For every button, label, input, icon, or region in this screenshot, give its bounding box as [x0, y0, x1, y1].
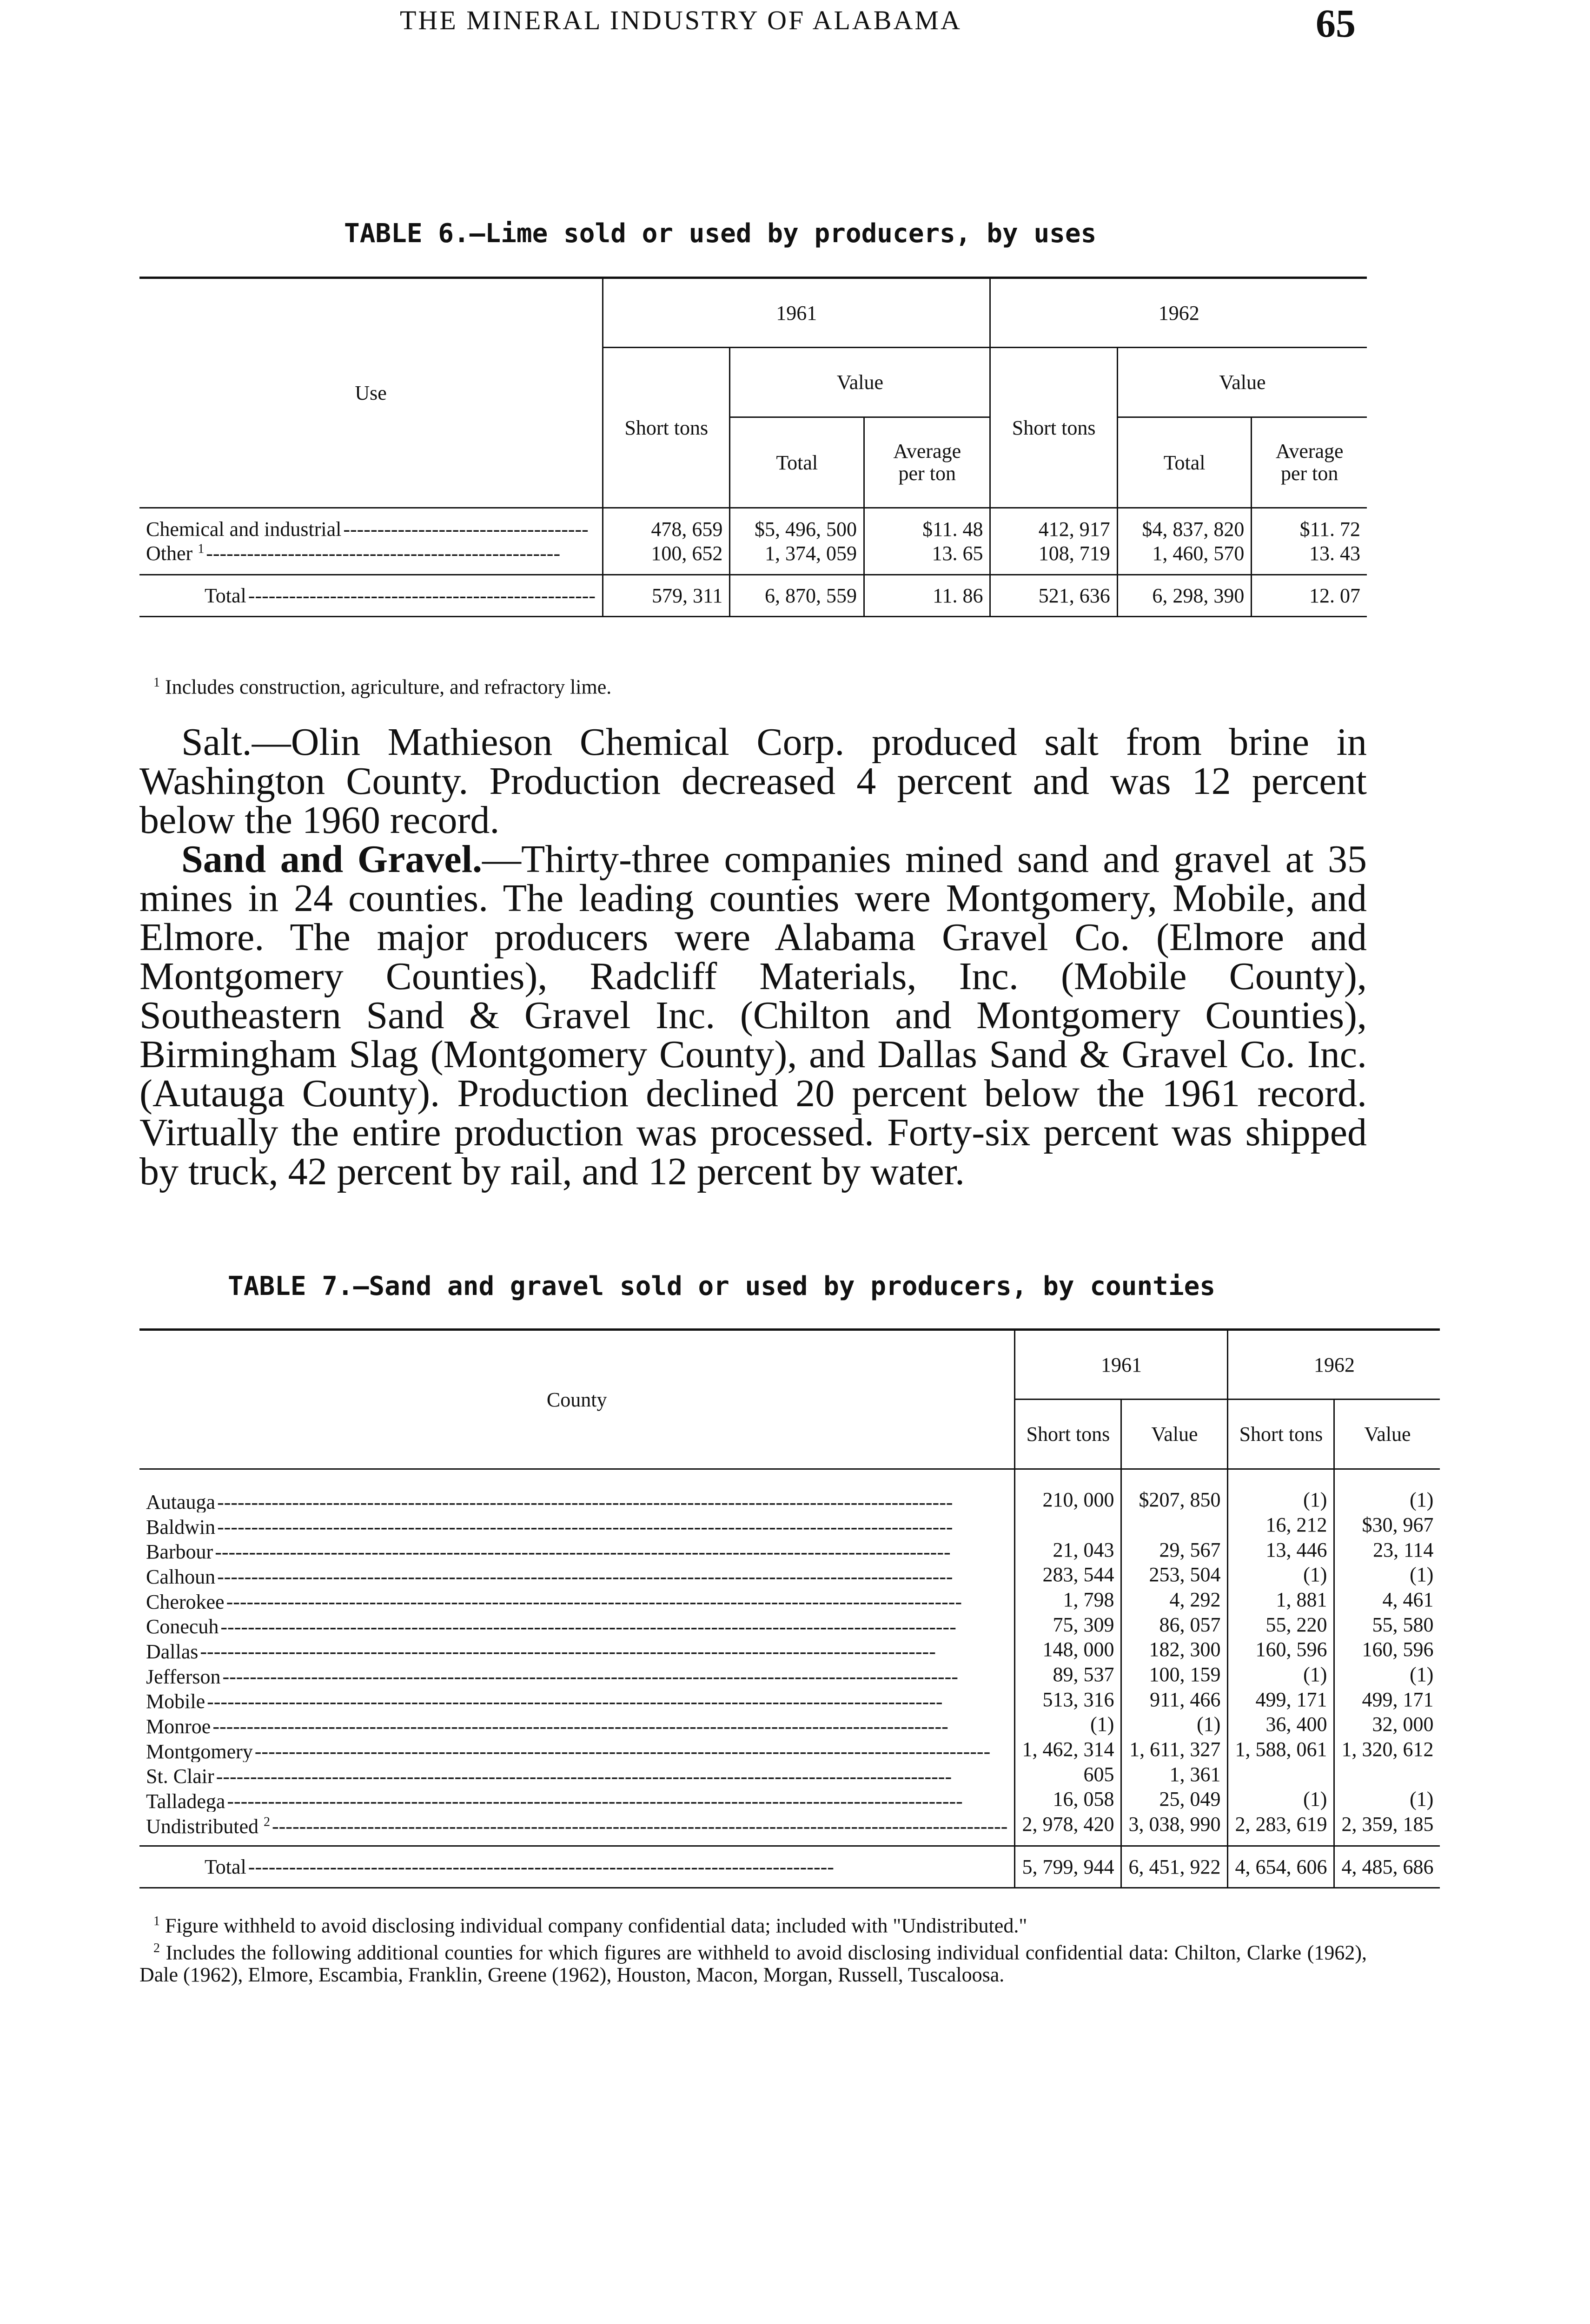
sand-gravel-paragraph: Sand and Gravel.—Thirty-three companies mined sand and gravel at 35 mines in 24 counties. The leading counties were Montgomery, Mobile, and Elmore. The major producers were Alabama Gravel Co. (Elmore and Montgomery Counties), Radcliff Materials, Inc. (Mobile County), Southeastern Sand & Gravel Inc. (Chilton and Montgomery Counties), Birmingham Slag (Montgomery County), and Dallas Sand & Gravel Co. Inc. (Autauga County). Production declined 20 percent below the 1961 record. Virtually the entire production was processed. Forty-six percent was shipped by truck, 42 percent by rail, and 12 percent by water.	[139, 838, 1367, 1193]
table7-value-1962: Value	[1334, 1400, 1440, 1469]
table-row	[139, 1488, 1440, 1513]
page-number: 65	[1316, 1, 1356, 46]
row-label: St. Clair------------------------------------------------------------------------------------------------------------	[146, 1765, 952, 1787]
row-label: Mobile------------------------------------------------------------------------------------------------------------	[146, 1690, 943, 1712]
table7-shorttons-1962: Short tons	[1228, 1400, 1334, 1469]
cell: $11. 72	[1252, 517, 1367, 541]
table-row	[139, 1587, 1440, 1612]
table7-shorttons-1961: Short tons	[1015, 1400, 1121, 1469]
table-row	[139, 1637, 1440, 1662]
row-label: Cherokee------------------------------------------------------------------------------------------------------------	[146, 1590, 962, 1612]
cell: $4, 837, 820	[1117, 517, 1252, 541]
cell: 6, 451, 922	[1121, 1846, 1228, 1888]
cell: 160, 596	[1334, 1637, 1440, 1662]
table6-shorttons-1961: Short tons	[603, 348, 730, 508]
cell: 100, 159	[1121, 1662, 1228, 1687]
cell: 36, 400	[1228, 1712, 1334, 1737]
cell: (1)	[1228, 1662, 1334, 1687]
table-row	[139, 541, 1367, 566]
cell: (1)	[1334, 1488, 1440, 1513]
cell: 16, 058	[1015, 1787, 1121, 1812]
cell: 148, 000	[1015, 1637, 1121, 1662]
table6-avg-1961: Average per ton	[864, 417, 990, 508]
row-label: Other $^1$----------------------------------------------------	[146, 541, 561, 565]
cell: 412, 917	[990, 517, 1117, 541]
cell: (1)	[1228, 1488, 1334, 1513]
cell: 499, 171	[1334, 1687, 1440, 1712]
cell: 21, 043	[1015, 1538, 1121, 1563]
cell: 605	[1015, 1762, 1121, 1787]
cell: 89, 537	[1015, 1662, 1121, 1687]
row-label: Monroe------------------------------------------------------------------------------------------------------------	[146, 1715, 948, 1737]
table-row	[139, 1687, 1440, 1712]
cell: (1)	[1121, 1712, 1228, 1737]
cell: $5, 496, 500	[730, 517, 864, 541]
table6-total-1961: Total	[730, 417, 864, 508]
row-label: Talladega------------------------------------------------------------------------------------------------------------	[146, 1790, 963, 1812]
cell: $30, 967	[1334, 1512, 1440, 1538]
table7-year1-header: 1961	[1015, 1330, 1228, 1400]
cell: 11. 86	[864, 575, 990, 617]
row-label: Autauga------------------------------------------------------------------------------------------------------------	[146, 1491, 953, 1513]
cell: (1)	[1228, 1562, 1334, 1587]
cell: (1)	[1015, 1712, 1121, 1737]
table6-year1-header: 1961	[603, 278, 990, 348]
table-row	[139, 1787, 1440, 1812]
row-label: Dallas------------------------------------------------------------------------------------------------------------	[146, 1640, 936, 1663]
row-label: Calhoun------------------------------------------------------------------------------------------------------------	[146, 1565, 953, 1588]
row-label: Undistributed $^2$------------------------------------------------------------------------------------------------------------	[146, 1815, 1008, 1837]
cell: 100, 652	[603, 541, 730, 566]
row-label: Total---------------------------------------------------	[205, 584, 596, 607]
cell: (1)	[1334, 1562, 1440, 1587]
cell: 182, 300	[1121, 1637, 1228, 1662]
table6-total-1962: Total	[1117, 417, 1252, 508]
cell: 2, 283, 619	[1228, 1812, 1334, 1837]
running-head	[0, 0, 1590, 56]
table-row	[139, 1762, 1440, 1787]
cell: 29, 567	[1121, 1538, 1228, 1563]
cell: 13. 65	[864, 541, 990, 566]
table6-value-1962: Value	[1117, 348, 1367, 417]
cell: (1)	[1334, 1662, 1440, 1687]
cell: $11. 48	[864, 517, 990, 541]
cell: 3, 038, 990	[1121, 1812, 1228, 1837]
cell	[1228, 1762, 1334, 1787]
cell: 5, 799, 944	[1015, 1846, 1121, 1888]
table-row	[139, 1612, 1440, 1637]
cell: 499, 171	[1228, 1687, 1334, 1712]
cell: 6, 298, 390	[1117, 575, 1252, 617]
cell: 579, 311	[603, 575, 730, 617]
cell: 513, 316	[1015, 1687, 1121, 1712]
cell: 2, 978, 420	[1015, 1812, 1121, 1837]
table7-year2-header: 1962	[1228, 1330, 1440, 1400]
cell: 16, 212	[1228, 1512, 1334, 1538]
table7	[139, 1328, 1440, 1888]
cell: 911, 466	[1121, 1687, 1228, 1712]
table6-avg-1962: Average per ton	[1252, 417, 1367, 508]
cell: 75, 309	[1015, 1612, 1121, 1637]
cell: 1, 320, 612	[1334, 1737, 1440, 1762]
cell: 12. 07	[1252, 575, 1367, 617]
cell: 1, 462, 314	[1015, 1737, 1121, 1762]
cell: 4, 292	[1121, 1587, 1228, 1612]
cell: (1)	[1228, 1787, 1334, 1812]
table6-shorttons-1962: Short tons	[990, 348, 1117, 508]
table6-year2-header: 1962	[990, 278, 1367, 348]
table7-caption: TABLE 7.—Sand and gravel sold or used by producers, by counties	[228, 1271, 1216, 1301]
row-label: Chemical and industrial------------------------------------	[146, 518, 589, 541]
cell	[1015, 1512, 1121, 1538]
table-row	[139, 1712, 1440, 1737]
table6-value-1961: Value	[730, 348, 990, 417]
page-title: THE MINERAL INDUSTRY OF ALABAMA	[400, 5, 962, 35]
table-row	[139, 1737, 1440, 1762]
cell: 25, 049	[1121, 1787, 1228, 1812]
table-row	[139, 1562, 1440, 1587]
cell	[1334, 1762, 1440, 1787]
table7-county-header: County	[139, 1330, 1015, 1469]
cell: 55, 580	[1334, 1612, 1440, 1637]
row-label: Baldwin------------------------------------------------------------------------------------------------------------	[146, 1515, 953, 1538]
row-label: Montgomery------------------------------------------------------------------------------------------------------------	[146, 1740, 991, 1762]
cell: 4, 485, 686	[1334, 1846, 1440, 1888]
cell: 32, 000	[1334, 1712, 1440, 1737]
cell: 253, 504	[1121, 1562, 1228, 1587]
cell: 1, 361	[1121, 1762, 1228, 1787]
row-label: Conecuh------------------------------------------------------------------------------------------------------------	[146, 1615, 956, 1637]
table-total-row	[139, 1846, 1440, 1888]
table6-caption: TABLE 6.—Lime sold or used by producers, by uses	[344, 218, 1097, 249]
cell: 1, 798	[1015, 1587, 1121, 1612]
table-row	[139, 1538, 1440, 1563]
row-label: Jefferson------------------------------------------------------------------------------------------------------------	[146, 1665, 958, 1687]
cell	[1121, 1512, 1228, 1538]
cell: 108, 719	[990, 541, 1117, 566]
cell: 1, 588, 061	[1228, 1737, 1334, 1762]
table6-use-header: Use	[139, 278, 603, 508]
cell: 1, 460, 570	[1117, 541, 1252, 566]
table-row	[139, 517, 1367, 541]
cell: 160, 596	[1228, 1637, 1334, 1662]
salt-paragraph: Salt.—Olin Mathieson Chemical Corp. produced salt from brine in Washington County. Production decreased 4 percent and was 12 percent below the 1960 record.	[139, 720, 1367, 842]
cell: 521, 636	[990, 575, 1117, 617]
row-label: Barbour------------------------------------------------------------------------------------------------------------	[146, 1540, 951, 1563]
cell: $207, 850	[1121, 1488, 1228, 1513]
cell: (1)	[1334, 1787, 1440, 1812]
table-row	[139, 1662, 1440, 1687]
table6-footnote: $^1$ Includes construction, agriculture, and refractory lime.	[153, 675, 612, 699]
footnote-1: $^1$ Figure withheld to avoid disclosing individual company confidential data; included with "Undistributed."	[153, 1914, 1027, 1937]
table7-footnotes	[139, 1910, 1367, 1986]
cell: 6, 870, 559	[730, 575, 864, 617]
cell: 86, 057	[1121, 1612, 1228, 1637]
table7-value-1961: Value	[1121, 1400, 1228, 1469]
row-label: Total--------------------------------------------------------------------------------------	[205, 1855, 834, 1879]
table-row	[139, 1512, 1440, 1538]
table7-body	[139, 1488, 1440, 1837]
cell: 478, 659	[603, 517, 730, 541]
cell: 55, 220	[1228, 1612, 1334, 1637]
cell: 13. 43	[1252, 541, 1367, 566]
cell: 13, 446	[1228, 1538, 1334, 1563]
cell: 1, 374, 059	[730, 541, 864, 566]
table-row	[139, 1812, 1440, 1837]
cell: 4, 654, 606	[1228, 1846, 1334, 1888]
cell: 210, 000	[1015, 1488, 1121, 1513]
cell: 4, 461	[1334, 1587, 1440, 1612]
cell: 1, 881	[1228, 1587, 1334, 1612]
table6	[139, 277, 1367, 617]
cell: 1, 611, 327	[1121, 1737, 1228, 1762]
cell: 23, 114	[1334, 1538, 1440, 1563]
body-text	[139, 720, 1367, 1193]
footnote-2: $^2$ Includes the following additional counties for which figures are withheld to avoid disclosing individual confidential data: Chilton, Clarke (1962), Dale (1962), Elmore, Escambia, Franklin, Greene (1962), Houston, Macon, Morgan, Russell, Tuscaloosa.	[139, 1941, 1367, 1987]
table-total-row	[139, 575, 1367, 617]
cell: 283, 544	[1015, 1562, 1121, 1587]
cell: 2, 359, 185	[1334, 1812, 1440, 1837]
